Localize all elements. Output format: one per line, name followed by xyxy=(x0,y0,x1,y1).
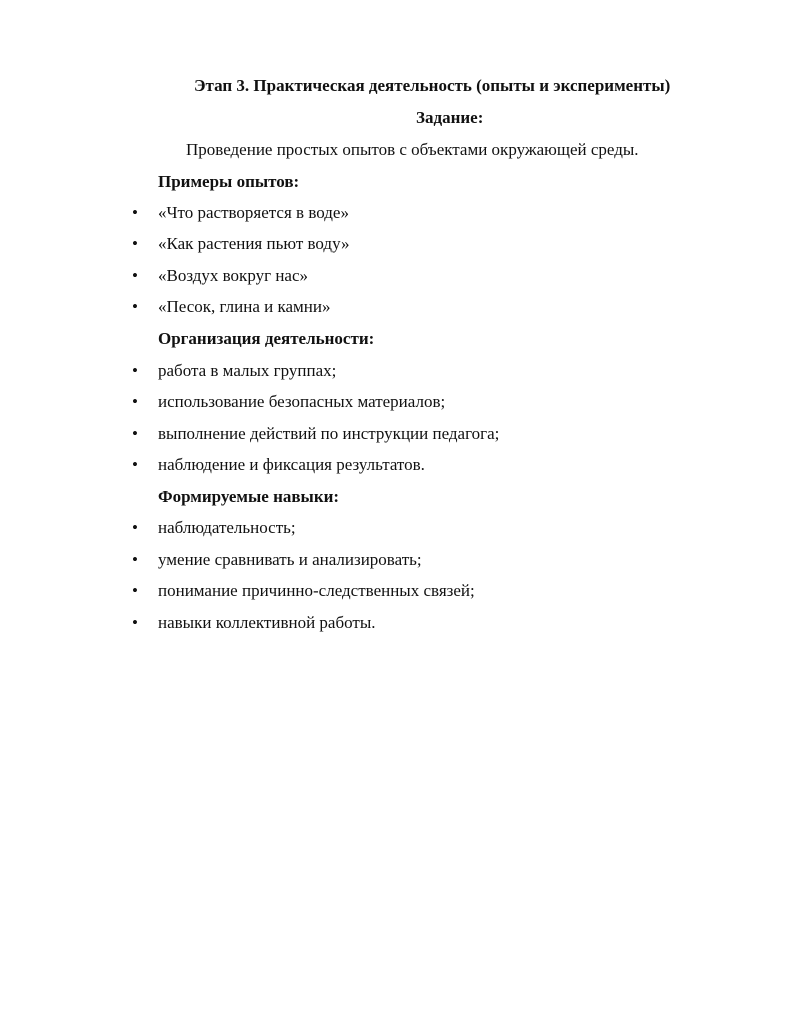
list-item-text: «Что растворяется в воде» xyxy=(158,203,349,222)
bullet-icon: • xyxy=(132,234,138,253)
bullet-icon: • xyxy=(132,424,138,443)
list-item-text: выполнение действий по инструкции педагога; xyxy=(158,424,500,443)
list-item-text: использование безопасных материалов; xyxy=(158,392,446,411)
section-title-examples: Примеры опытов: xyxy=(158,172,300,191)
list-item-text: навыки коллективной работы. xyxy=(158,613,376,632)
bullet-icon: • xyxy=(132,297,138,316)
list-item-text: наблюдение и фиксация результатов. xyxy=(158,455,425,474)
list-item-text: «Песок, глина и камни» xyxy=(158,297,331,316)
bullet-icon: • xyxy=(132,266,138,285)
list-item-text: наблюдательность; xyxy=(158,518,296,537)
bullet-icon: • xyxy=(132,392,138,411)
bullet-icon: • xyxy=(132,550,138,569)
list-item-text: «Воздух вокруг нас» xyxy=(158,266,309,285)
bullet-icon: • xyxy=(132,581,138,600)
bullet-icon: • xyxy=(132,518,138,537)
list-item-text: понимание причинно-следственных связей; xyxy=(158,581,475,600)
task-heading: Задание: xyxy=(416,108,484,127)
list-item-text: умение сравнивать и анализировать; xyxy=(158,550,422,569)
bullet-icon: • xyxy=(132,455,138,474)
section-title-organization: Организация деятельности: xyxy=(158,329,375,348)
bullet-icon: • xyxy=(132,613,138,632)
stage-title: Этап 3. Практическая деятельность (опыты и эксперименты) xyxy=(194,76,671,95)
list-item-text: работа в малых группах; xyxy=(158,361,337,380)
section-title-skills: Формируемые навыки: xyxy=(158,487,340,506)
bullet-icon: • xyxy=(132,203,138,222)
list-item-text: «Как растения пьют воду» xyxy=(158,234,350,253)
bullet-icon: • xyxy=(132,361,138,380)
task-text: Проведение простых опытов с объектами окружающей среды. xyxy=(186,140,639,159)
